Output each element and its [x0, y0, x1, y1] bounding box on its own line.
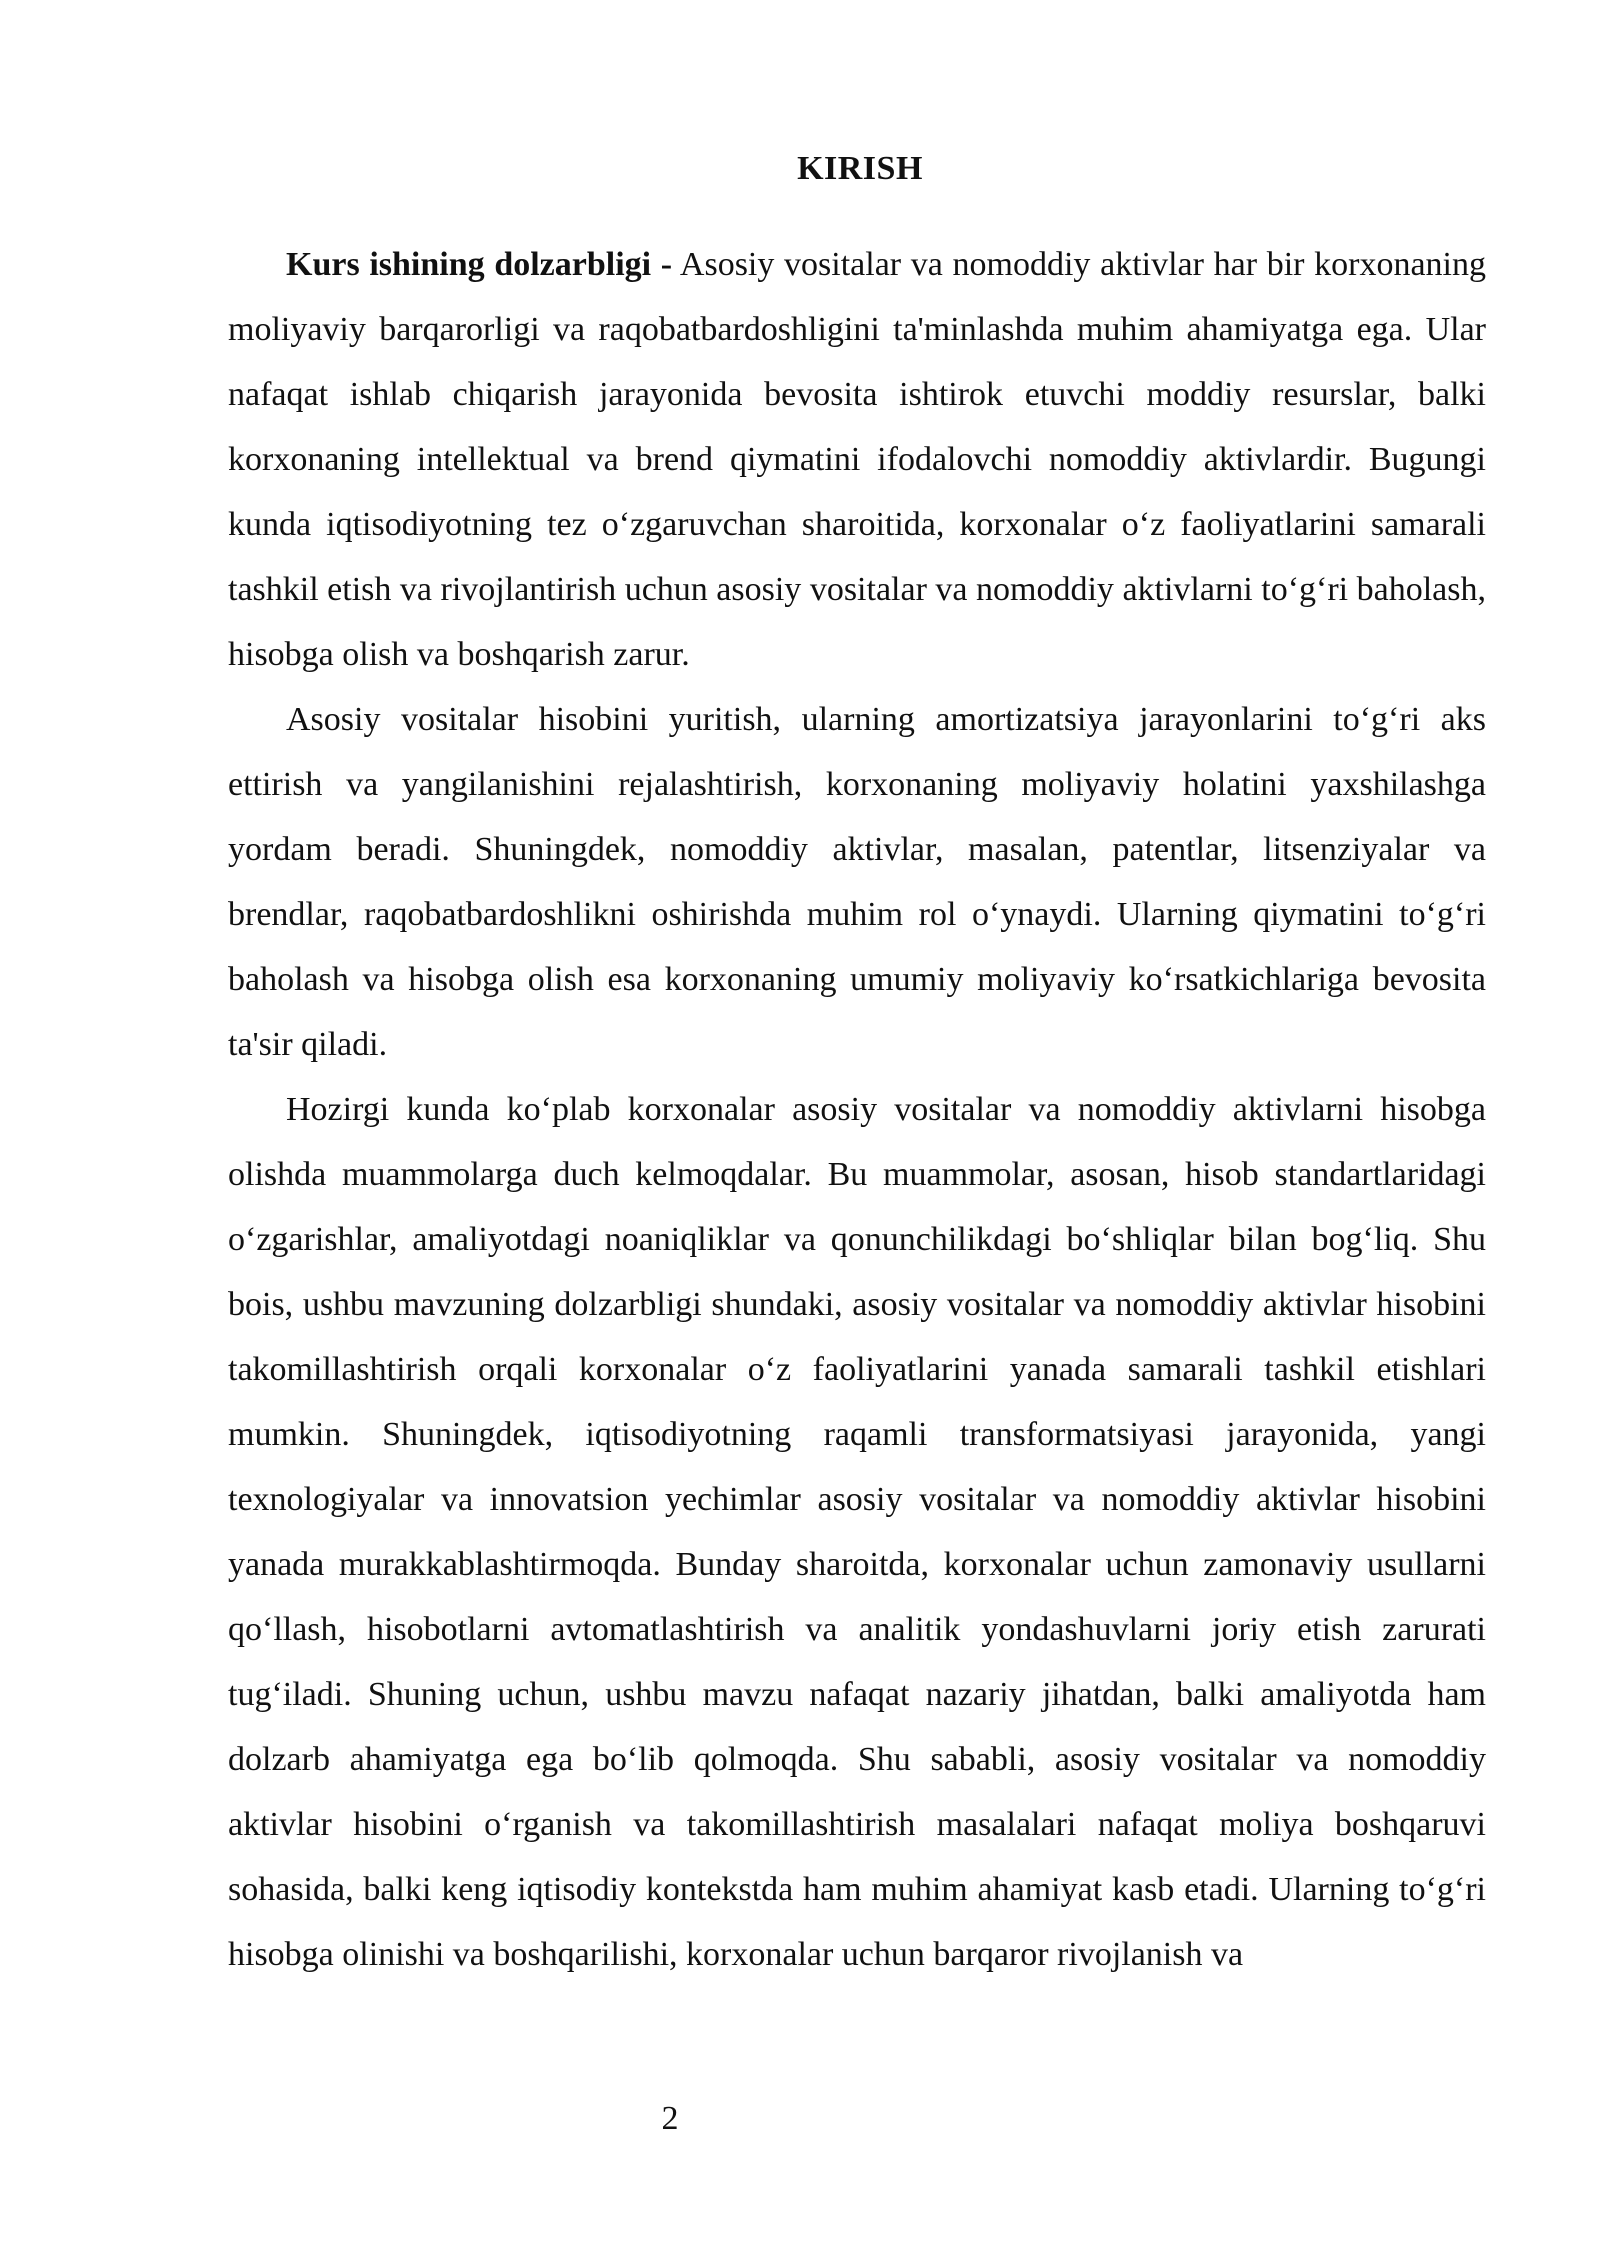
- body-text: [228, 232, 1486, 1987]
- paragraph-relevance: [228, 232, 1486, 687]
- paragraph-fixed-assets: [228, 687, 1486, 1077]
- paragraph-lead-heading: Kurs ishining dolzarbligi -: [286, 246, 673, 283]
- page-number: 2: [661, 2100, 679, 2137]
- paragraph-text: Hozirgi kunda ko‘plab korxonalar asosiy vositalar va nomoddiy aktivlarni hisobga olishda muammolarga duch kelmoqdalar. Bu muammolar, asosan, hisob standartlaridagi o‘zgarishlar, amaliyotdagi noaniqliklar va qonunchilikdagi bo‘shliqlar bilan bog‘liq. Shu bois, ushbu mavzuning dolzarbligi shundaki, asosiy vositalar va nomoddiy aktivlar hisobini takomillashtirish orqali korxonalar o‘z faoliyatlarini yanada samarali tashkil etishlari mumkin. Shuningdek, iqtisodiyotning raqamli transformatsiyasi jarayonida, yangi texnologiyalar va innovatsion yechimlar asosiy vositalar va nomoddiy aktivlar hisobini yanada murakkablashtirmoqda. Bunday sharoitda, korxonalar uchun zamonaviy usullarni qo‘llash, hisobotlarni avtomatlashtirish va analitik yondashuvlarni joriy etish zarurati tug‘iladi. Shuning uchun, ushbu mavzu nafaqat nazariy jihatdan, balki amaliyotda ham dolzarb ahamiyatga ega bo‘lib qolmoqda. Shu sababli, asosiy vositalar va nomoddiy aktivlar hisobini o‘rganish va takomillashtirish masalalari nafaqat moliya boshqaruvi sohasida, balki keng iqtisodiy kontekstda ham muhim ahamiyat kasb etadi. Ularning to‘g‘ri hisobga olinishi va boshqarilishi, korxonalar uchun barqaror rivojlanish va: [228, 1091, 1486, 1973]
- paragraph-text: Asosiy vositalar va nomoddiy aktivlar har bir korxonaning moliyaviy barqarorligi va raqobatbardoshligini ta'minlashda muhim ahamiyatga ega. Ular nafaqat ishlab chiqarish jarayonida bevosita ishtirok etuvchi moddiy resurslar, balki korxonaning intellektual va brend qiymatini ifodalovchi nomoddiy aktivlardir. Bugungi kunda iqtisodiyotning tez o‘zgaruvchan sharoitida, korxonalar o‘z faoliyatlarini samarali tashkil etish va rivojlantirish uchun asosiy vositalar va nomoddiy aktivlarni to‘g‘ri baholash, hisobga olish va boshqarish zarur.: [228, 246, 1487, 673]
- section-title: KIRISH: [797, 150, 923, 187]
- paragraph-text: Asosiy vositalar hisobini yuritish, ularning amortizatsiya jarayonlarini to‘g‘ri aks ettirish va yangilanishini rejalashtirish, korxonaning moliyaviy holatini yaxshilashga yordam beradi. Shuningdek, nomoddiy aktivlar, masalan, patentlar, litsenziyalar va brendlar, raqobatbardoshlikni oshirishda muhim rol o‘ynaydi. Ularning qiymatini to‘g‘ri baholash va hisobga olish esa korxonaning umumiy moliyaviy ko‘rsatkichlariga bevosita ta'sir qiladi.: [228, 701, 1486, 1063]
- paragraph-problems: [228, 1077, 1486, 1987]
